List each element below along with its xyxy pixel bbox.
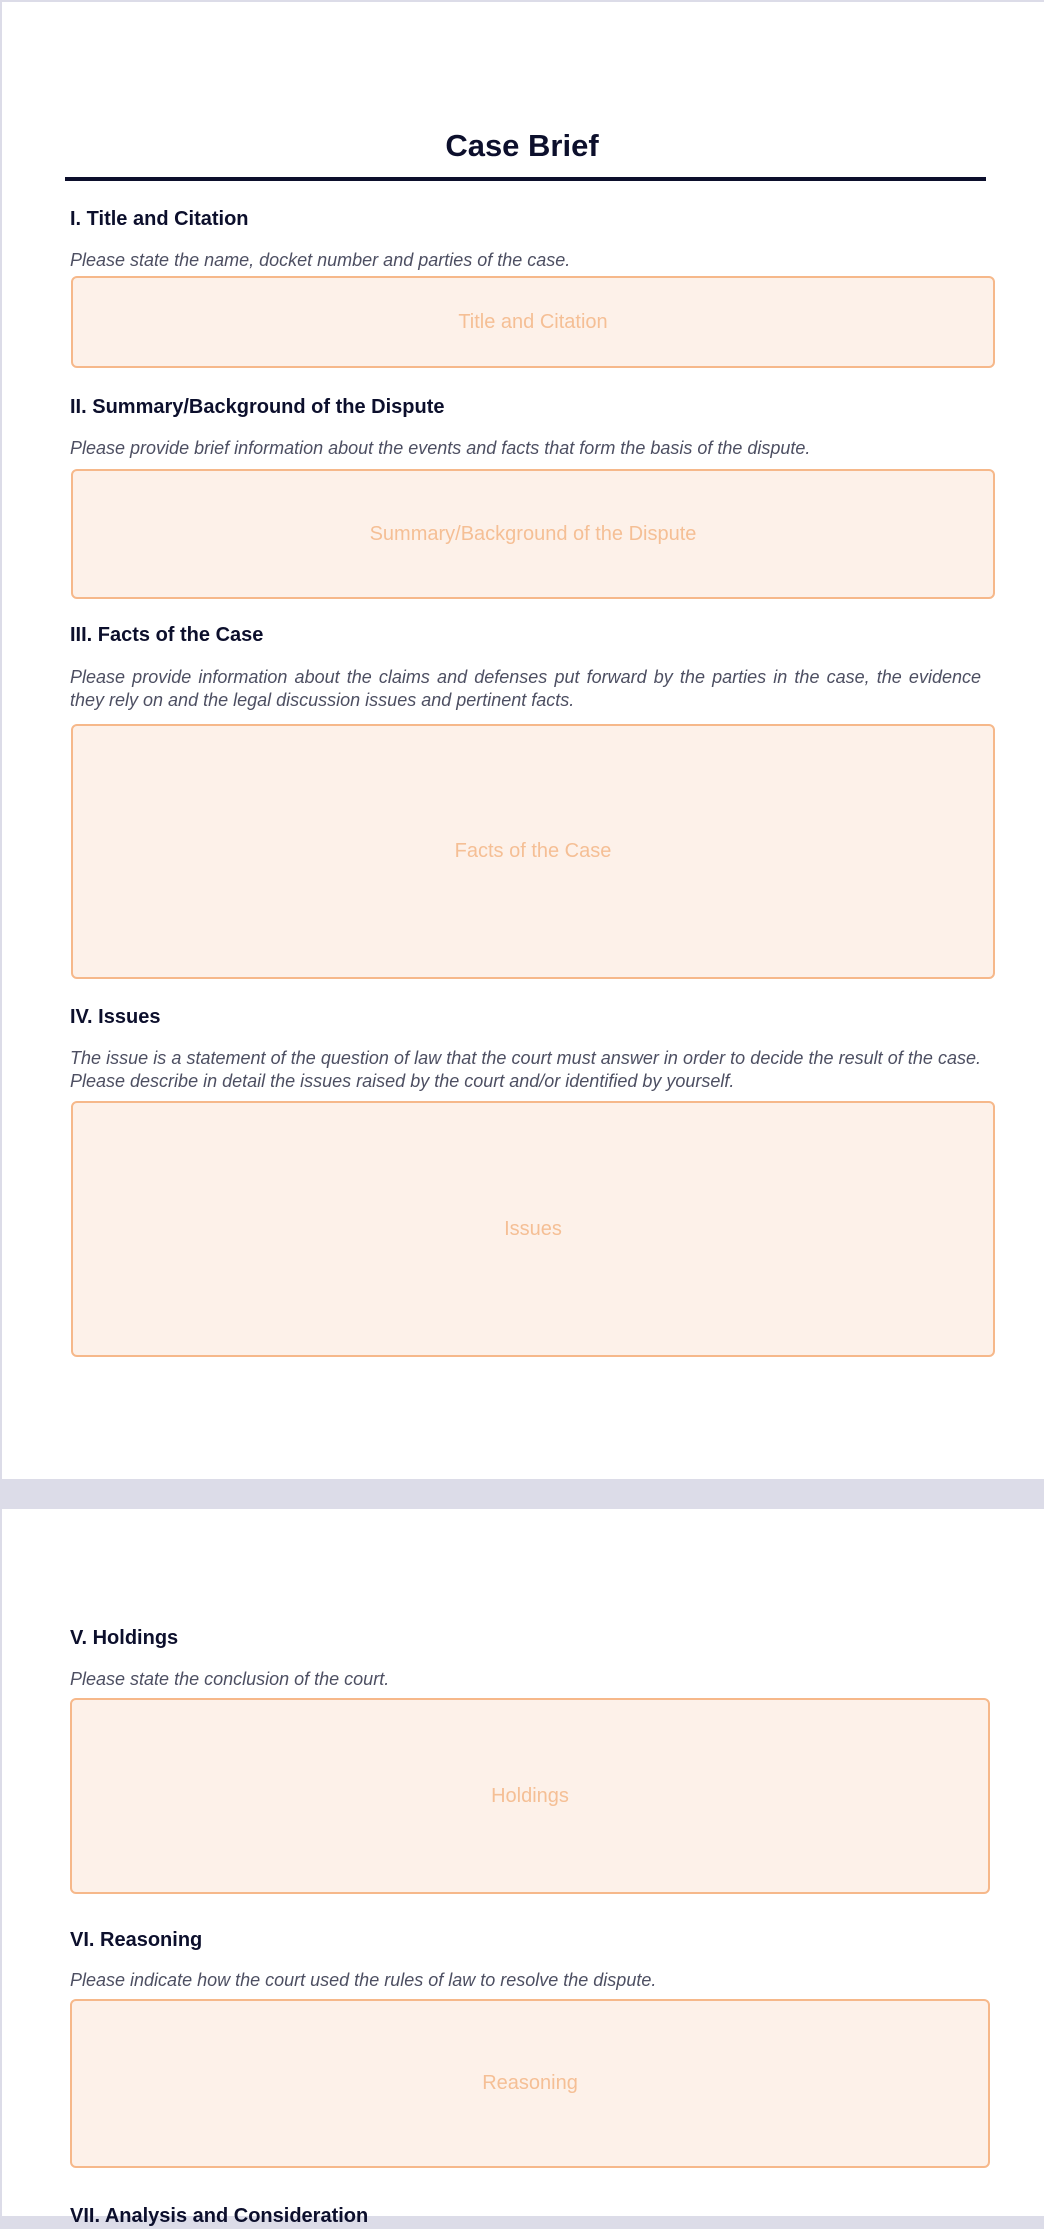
- field-placeholder: Summary/Background of the Dispute: [369, 522, 697, 545]
- section-heading-analysis: VII. Analysis and Consideration: [70, 2205, 369, 2227]
- title-divider: [65, 177, 986, 181]
- section-heading-title-citation: I. Title and Citation: [70, 208, 249, 230]
- section-description-holdings: Please state the conclusion of the court.: [70, 1669, 390, 1689]
- section-heading-issues: IV. Issues: [70, 1006, 161, 1028]
- holdings-field[interactable]: [70, 1698, 990, 1894]
- field-placeholder: Issues: [504, 1217, 562, 1240]
- reasoning-field[interactable]: [70, 1999, 990, 2168]
- field-placeholder: Facts of the Case: [454, 840, 612, 862]
- section-description-issues: The issue is a statement of the question of law that the court must answer in order to decide the result of the case. Please describe in detail the issues raised by the court and/or identified by yourself.: [70, 1048, 981, 1091]
- section-heading-holdings: V. Holdings: [70, 1627, 179, 1649]
- facts-of-case-field[interactable]: [71, 724, 995, 979]
- section-description-title-citation: Please state the name, docket number and parties of the case.: [70, 250, 571, 270]
- field-placeholder: Reasoning: [482, 2072, 578, 2094]
- issues-field[interactable]: [71, 1101, 995, 1357]
- document-title: Case Brief: [445, 128, 599, 163]
- section-heading-summary: II. Summary/Background of the Dispute: [70, 396, 445, 418]
- section-heading-reasoning: VI. Reasoning: [70, 1929, 203, 1951]
- summary-background-field[interactable]: [71, 469, 995, 599]
- section-description-facts: Please provide information about the claims and defenses put forward by the parties in the case, the evidence they rely on and the legal discussion issues and pertinent facts.: [70, 667, 981, 710]
- title-citation-field[interactable]: [71, 276, 995, 368]
- section-heading-facts: III. Facts of the Case: [70, 624, 264, 646]
- field-placeholder: Holdings: [491, 1784, 569, 1807]
- field-placeholder: Title and Citation: [458, 310, 608, 333]
- section-description-reasoning: Please indicate how the court used the rules of law to resolve the dispute.: [70, 1970, 657, 1990]
- section-description-summary: Please provide brief information about the events and facts that form the basis of the dispute.: [70, 438, 811, 458]
